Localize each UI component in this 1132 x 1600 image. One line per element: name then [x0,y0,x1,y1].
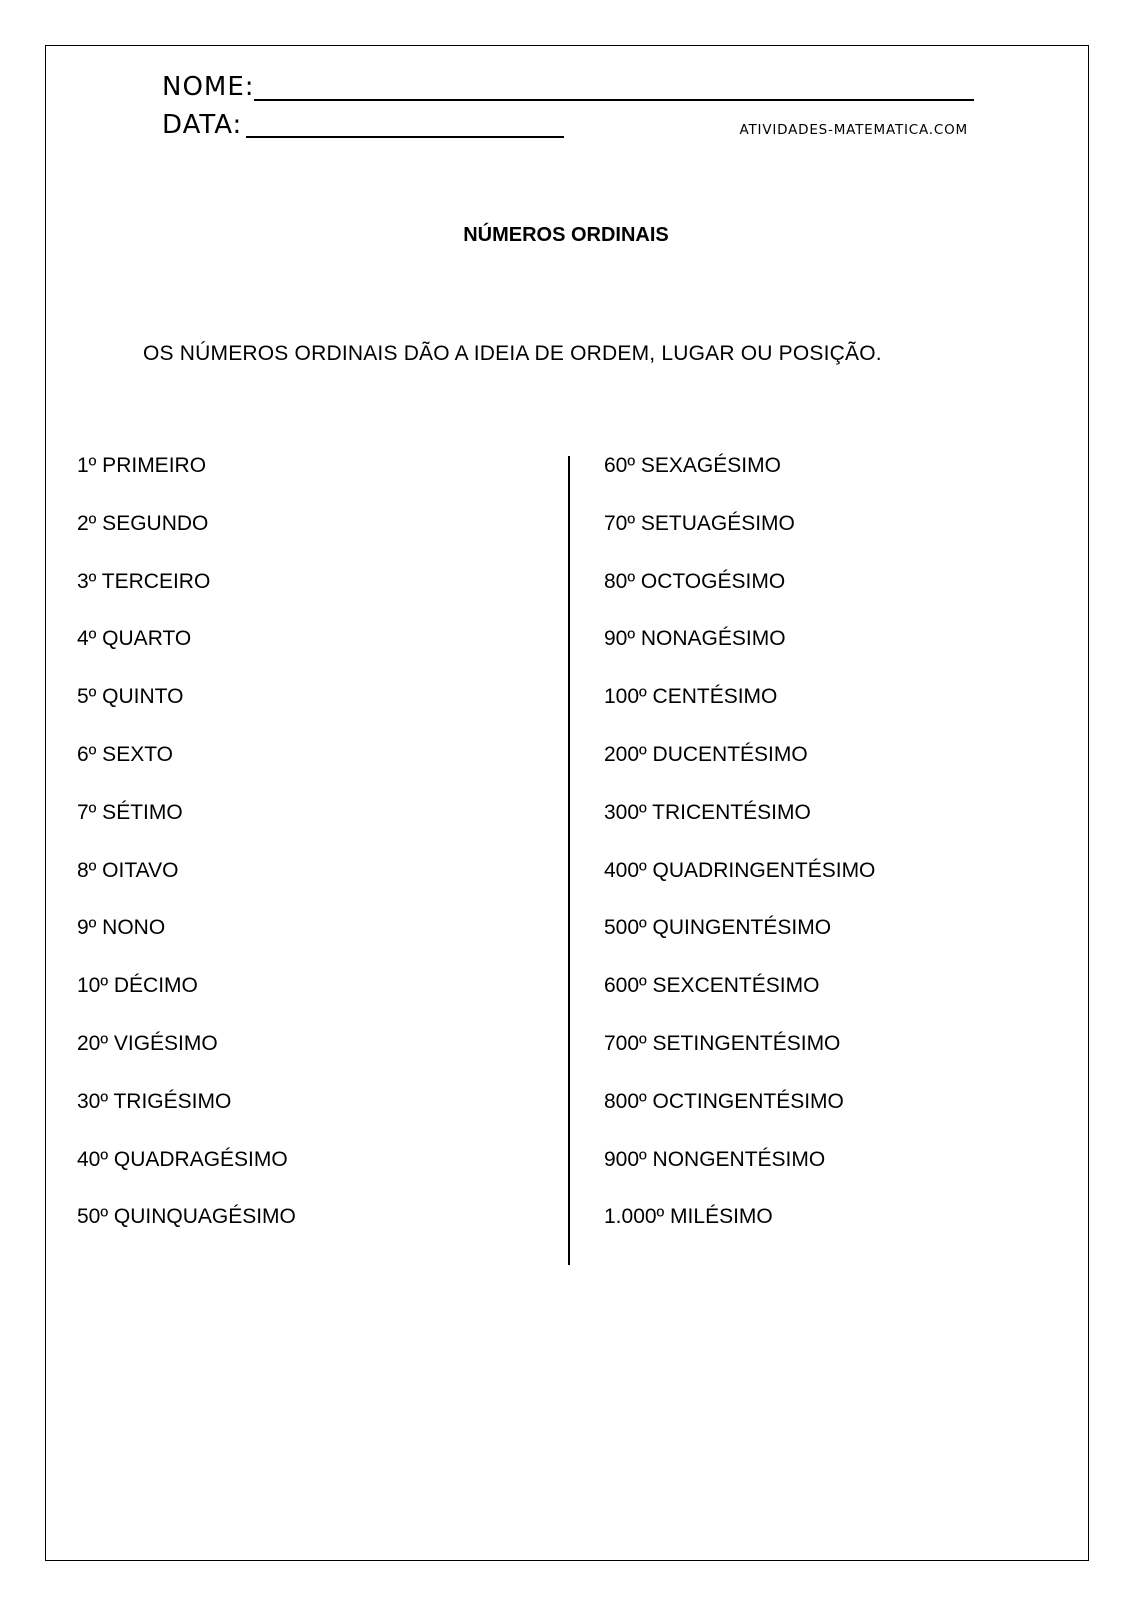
ordinal-item: 3º TERCEIRO [77,569,211,593]
nome-fill-line [254,99,974,101]
ordinal-item: 800º OCTINGENTÉSIMO [604,1089,844,1113]
ordinal-item: 900º NONGENTÉSIMO [604,1147,826,1171]
ordinal-item: 5º QUINTO [77,685,184,709]
ordinal-item: 300º TRICENTÉSIMO [604,800,811,824]
ordinals-left-column [77,455,296,1264]
ordinal-item: 500º QUINGENTÉSIMO [604,916,832,940]
ordinal-item: 1.000º MILÉSIMO [604,1205,773,1229]
column-divider [568,456,570,1265]
ordinal-item: 6º SEXTO [77,742,173,766]
ordinal-item: 9º NONO [77,916,166,940]
nome-label: NOME: [162,72,255,102]
ordinal-item: 50º QUINQUAGÉSIMO [77,1205,296,1229]
ordinal-item: 90º NONAGÉSIMO [604,627,786,651]
ordinal-item: 30º TRIGÉSIMO [77,1089,232,1113]
ordinals-right-column [604,455,875,1264]
ordinal-item: 700º SETINGENTÉSIMO [604,1031,841,1055]
ordinal-item: 200º DUCENTÉSIMO [604,742,808,766]
page-title: NÚMEROS ORDINAIS [463,224,669,246]
ordinal-item: 60º SEXAGÉSIMO [604,454,781,477]
ordinal-item: 100º CENTÉSIMO [604,685,778,709]
data-fill-line [246,136,564,138]
ordinal-item: 600º SEXCENTÉSIMO [604,974,820,998]
ordinal-item: 70º SETUAGÉSIMO [604,511,795,535]
ordinal-item: 80º OCTOGÉSIMO [604,569,786,593]
ordinal-item: 400º QUADRINGENTÉSIMO [604,858,876,882]
ordinal-item: 8º OITAVO [77,858,179,882]
ordinal-item: 20º VIGÉSIMO [77,1031,218,1055]
ordinal-item: 10º DÉCIMO [77,974,198,998]
website-label: ATIVIDADES-MATEMATICA.COM [739,122,968,138]
data-label: DATA: [162,110,243,140]
intro-text: OS NÚMEROS ORDINAIS DÃO A IDEIA DE ORDEM, LUGAR OU POSIÇÃO. [143,342,882,365]
ordinal-item: 1º PRIMEIRO [77,454,207,477]
ordinal-item: 40º QUADRAGÉSIMO [77,1147,288,1171]
ordinal-item: 2º SEGUNDO [77,511,209,535]
ordinal-item: 7º SÉTIMO [77,800,183,824]
ordinal-item: 4º QUARTO [77,627,192,651]
